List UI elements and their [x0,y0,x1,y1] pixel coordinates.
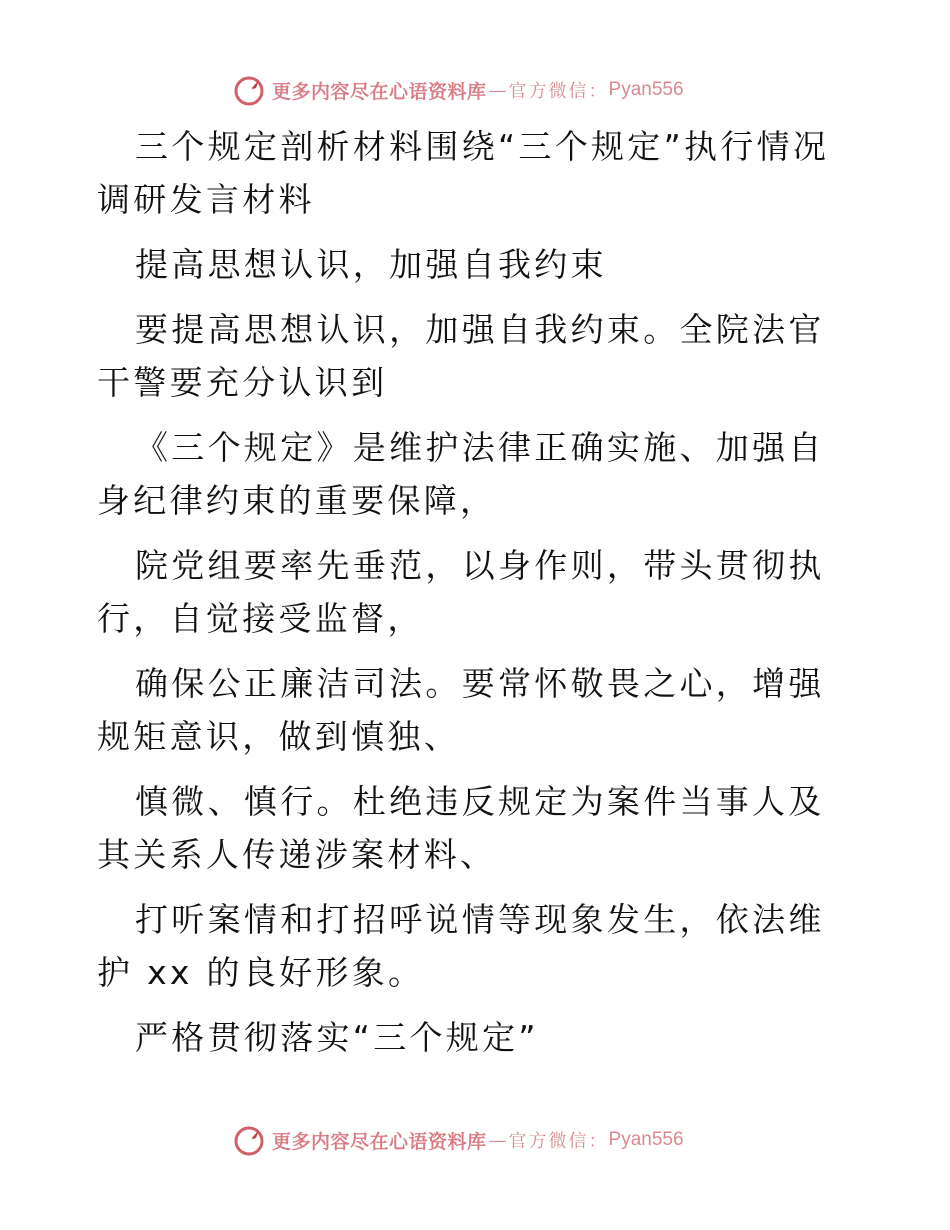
footer-separator: — [488,1129,507,1151]
paragraph-title: 三个规定剖析材料围绕“三个规定”执行情况调研发言材料 [97,127,830,219]
footer-handle: Pyan556 [608,1129,684,1150]
quill-logo-icon [232,1123,266,1157]
header-handle: Pyan556 [608,79,684,100]
header-official-label: 官方微信： [508,81,609,102]
paragraph-heading-1: 提高思想认识，加强自我约束 [135,245,607,284]
footer-watermark [232,1120,684,1160]
header-watermark [232,70,684,110]
paragraph-2: 《三个规定》是维护法律正确实施、加强自身纪律约束的重要保障， [97,428,825,520]
paragraph-4: 确保公正廉洁司法。要常怀敬畏之心，增强规矩意识，做到慎独、 [97,664,825,756]
paragraph-5: 慎微、慎行。杜绝违反规定为案件当事人及其关系人传递涉案材料、 [97,782,825,874]
quill-logo-icon [232,73,266,107]
paragraph-heading-2: 严格贯彻落实“三个规定” [135,1018,539,1057]
paragraph-3: 院党组要率先垂范，以身作则，带头贯彻执行，自觉接受监督， [97,546,825,638]
footer-brand: 更多内容尽在心语资料库 [272,1130,487,1153]
header-brand: 更多内容尽在心语资料库 [272,80,487,103]
paragraph-6: 打听案情和打招呼说情等现象发生，依法维护 xx 的良好形象。 [97,900,825,992]
footer-official-label: 官方微信： [508,1131,609,1152]
header-separator: — [488,79,507,101]
paragraph-1: 要提高思想认识，加强自我约束。全院法官干警要充分认识到 [97,310,825,402]
document-body [97,120,857,1076]
